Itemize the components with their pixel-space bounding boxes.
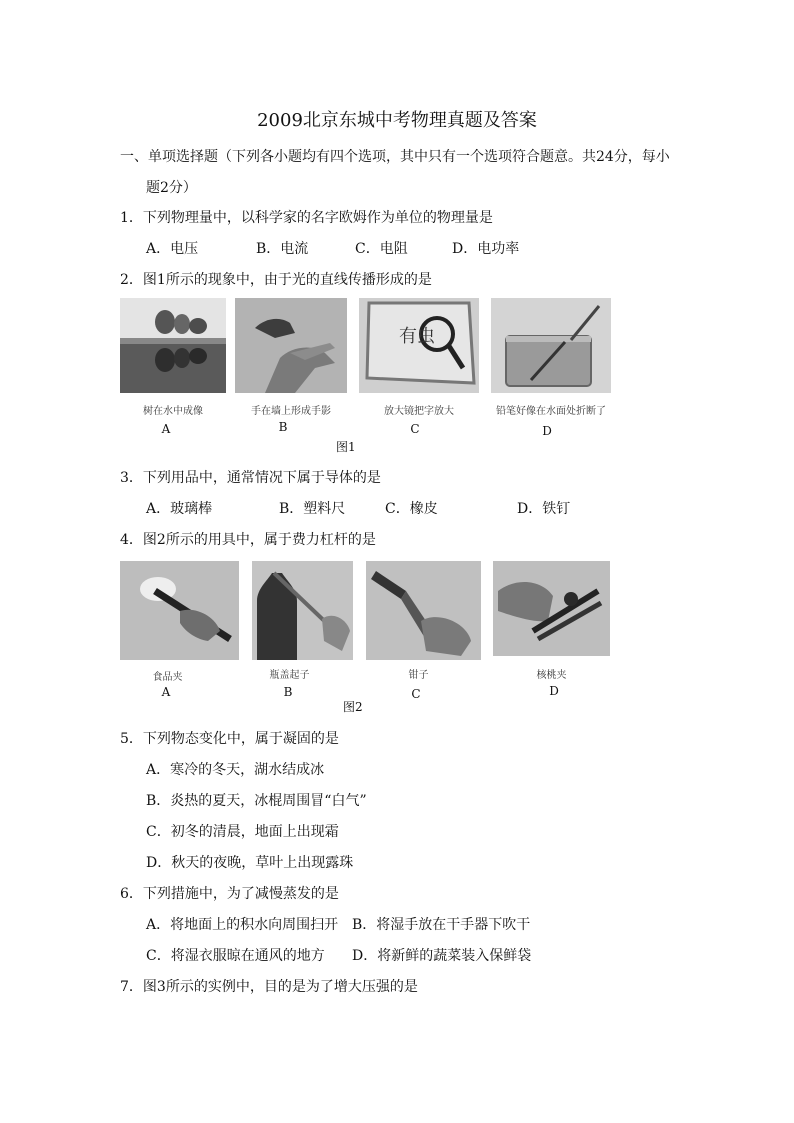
q2-caption-a: 树在水中成像 [143, 406, 203, 417]
q5-option-b: B．炎热的夏天，冰棍周围冒“白气” [146, 793, 367, 809]
q2-letter-a: A [161, 422, 171, 436]
document-title: 2009北京东城中考物理真题及答案 [257, 110, 537, 131]
q4-letter-b: B [283, 685, 293, 699]
q1-option-d: D．电功率 [452, 241, 520, 257]
q4-caption-d: 核桃夹 [536, 670, 567, 681]
q4-caption-c: 钳子 [408, 670, 429, 681]
section-heading-line1: 一、单项选择题（下列各小题均有四个选项，其中只有一个选项符合题意。共24分，每小 [120, 149, 670, 165]
q2-image-b-hand-shadow [235, 298, 347, 393]
q5-option-a: A．寒冷的冬天，湖水结成冰 [146, 762, 325, 778]
q1-option-c: C．电阻 [355, 241, 408, 257]
q4-stem: 4．图2所示的用具中，属于费力杠杆的是 [120, 532, 376, 548]
section-heading-line2: 题2分） [146, 180, 197, 196]
q6-stem: 6．下列措施中，为了减慢蒸发的是 [120, 886, 339, 902]
q4-letter-c: C [411, 687, 421, 701]
q2-caption-c: 放大镜把字放大 [384, 406, 454, 417]
q2-letter-c: C [410, 422, 420, 436]
q3-stem: 3．下列用品中，通常情况下属于导体的是 [120, 470, 381, 486]
q5-stem: 5．下列物态变化中，属于凝固的是 [120, 731, 339, 747]
q2-stem: 2．图1所示的现象中，由于光的直线传播形成的是 [120, 272, 432, 288]
q2-letter-b: B [278, 420, 288, 434]
q3-option-b: B．塑料尺 [279, 501, 346, 517]
q2-image-c-magnifier [359, 298, 479, 393]
q6-option-d: D．将新鲜的蔬菜装入保鲜袋 [352, 948, 532, 964]
q2-image-d-pencil-in-water [491, 298, 611, 393]
q4-image-a-food-tongs [120, 561, 239, 660]
q6-option-b: B．将湿手放在干手器下吹干 [352, 917, 531, 933]
magnifier-text: 有虫 [399, 326, 435, 347]
q5-option-c: C．初冬的清晨，地面上出现霜 [146, 824, 339, 840]
q3-option-d: D．铁钉 [517, 501, 571, 517]
q2-caption-b: 手在墙上形成手影 [251, 406, 331, 417]
q1-option-a: A．电压 [146, 241, 199, 257]
q1-option-b: B．电流 [256, 241, 309, 257]
figure-1-label: 图1 [336, 440, 356, 454]
q5-option-d: D．秋天的夜晚，草叶上出现露珠 [146, 855, 354, 871]
q7-stem: 7．图3所示的实例中，目的是为了增大压强的是 [120, 979, 418, 995]
q4-caption-b: 瓶盖起子 [269, 670, 310, 681]
q3-option-c: C．橡皮 [385, 501, 438, 517]
q6-option-c: C．将湿衣服晾在通风的地方 [146, 948, 325, 964]
q6-option-a: A．将地面上的积水向周围扫开 [146, 917, 339, 933]
q4-caption-a: 食品夹 [152, 672, 183, 683]
q4-image-b-bottle-opener [252, 561, 353, 660]
q2-letter-d: D [542, 424, 552, 438]
q2-image-a-tree-reflection [120, 298, 226, 393]
q4-letter-d: D [549, 684, 559, 698]
q4-letter-a: A [161, 685, 171, 699]
q4-image-d-nutcracker [493, 561, 610, 656]
q1-stem: 1．下列物理量中，以科学家的名字欧姆作为单位的物理量是 [120, 210, 493, 226]
q3-option-a: A．玻璃棒 [146, 501, 213, 517]
q2-caption-d: 铅笔好像在水面处折断了 [496, 406, 606, 417]
q4-image-c-pliers [366, 561, 481, 660]
figure-2-label: 图2 [343, 700, 363, 714]
